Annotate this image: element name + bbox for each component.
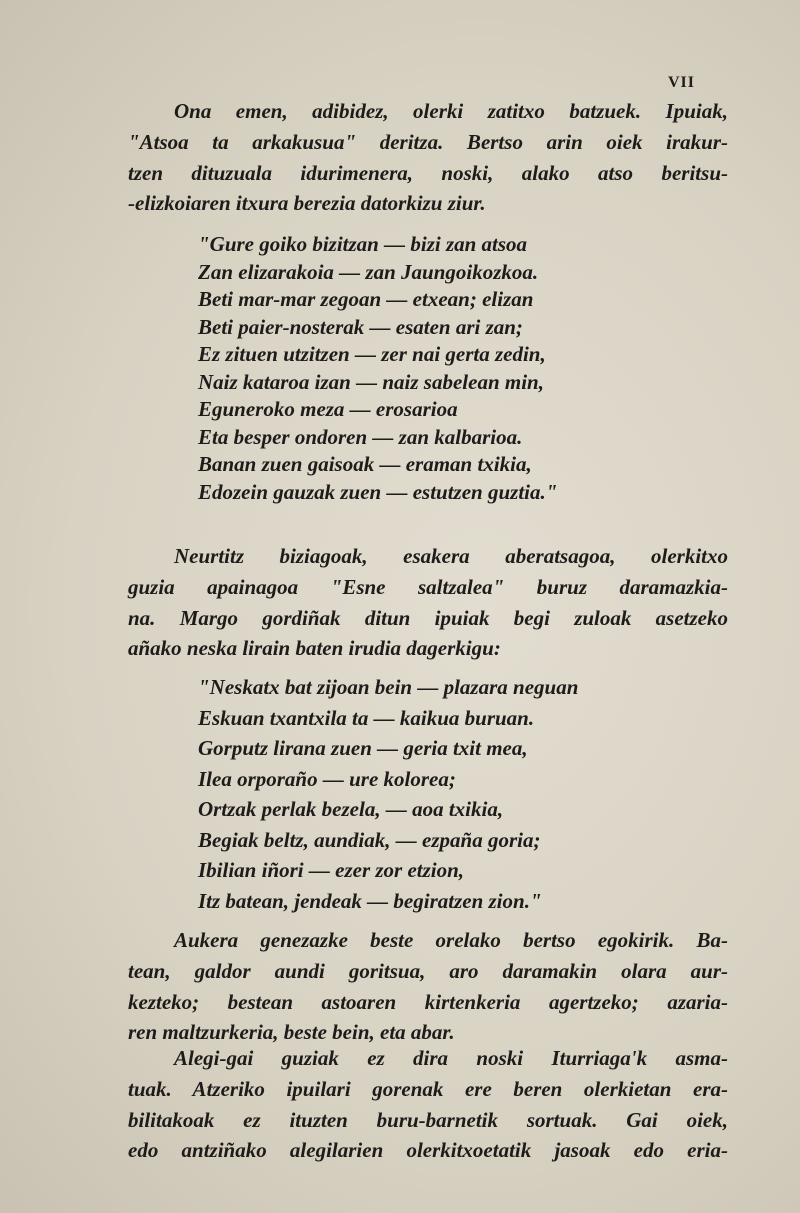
verse-line: Zan elizarakoia — zan Jaungoikozkoa.	[198, 259, 539, 284]
verse-1	[198, 231, 557, 506]
text-line: añako neska lirain baten irudia dagerkigu:	[128, 636, 501, 661]
text-line: tzen dituzuala idurimenera, noski, alako atso beritsu-	[128, 160, 728, 185]
verse-line: Ilea orporaño — ure kolorea;	[198, 766, 456, 791]
text-line: tuak. Atzeriko ipuilari gorenak ere beren olerkietan era-	[128, 1076, 728, 1101]
text-line: ren maltzurkeria, beste bein, eta abar.	[128, 1020, 455, 1045]
verse-line: "Gure goiko bizitzan — bizi zan atsoa	[198, 232, 528, 256]
text-line: bilitakoak ez ituzten buru-barnetik sortuak. Gai oiek,	[128, 1107, 728, 1132]
paragraph-2	[128, 541, 728, 664]
page-number: VII	[668, 74, 696, 91]
verse-line: Edozein gauzak zuen — estutzen guztia."	[198, 479, 558, 504]
verse-line: Begiak beltz, aundiak, — ezpaña goria;	[198, 827, 541, 852]
paragraph-3	[128, 925, 728, 1048]
text-line: kezteko; bestean astoaren kirtenkeria agertzeko; azaria-	[128, 989, 728, 1014]
verse-line: Eta besper ondoren — zan kalbarioa.	[198, 424, 523, 449]
text-line: tean, galdor aundi goritsua, aro daramakin olara aur-	[128, 958, 728, 983]
text-line: Neurtitz biziagoak, esakera aberatsagoa, olerkitxo	[174, 544, 728, 568]
verse-line: Beti paier-nosterak — esaten ari zan;	[198, 314, 523, 339]
text-line: -elizkoiaren itxura berezia datorkizu ziur.	[128, 191, 486, 216]
verse-line: Ortzak perlak bezela, — aoa txikia,	[198, 797, 504, 821]
verse-line: Beti mar-mar zegoan — etxean; elizan	[198, 287, 534, 311]
text-line: Ona emen, adibidez, olerki zatitxo batzuek. Ipuiak,	[174, 99, 728, 123]
text-line: na. Margo gordiñak ditun ipuiak begi zuloak asetzeko	[128, 605, 728, 630]
verse-line: Eguneroko meza — erosarioa	[198, 397, 458, 421]
verse-2	[198, 672, 578, 916]
verse-line: Gorputz lirana zuen — geria txit mea,	[198, 736, 528, 760]
text-line: edo antziñako alegilarien olerkitxoetatik jasoak edo eria-	[128, 1138, 728, 1163]
verse-line: Eskuan txantxila ta — kaikua buruan.	[198, 705, 535, 730]
verse-line: Ez zituen utzitzen — zer nai gerta zedin,	[198, 342, 546, 366]
text-line: guzia apainagoa "Esne saltzalea" buruz daramazkia-	[128, 574, 728, 599]
text-line: Aukera genezazke beste orelako bertso egokirik. Ba-	[174, 928, 728, 952]
verse-line: Itz batean, jendeak — begiratzen zion."	[198, 888, 542, 913]
verse-line: "Neskatx bat zijoan bein — plazara neguan	[198, 675, 579, 699]
text-line: Alegi-gai guziak ez dira noski Iturriaga'k asma-	[174, 1046, 728, 1070]
verse-line: Naiz kataroa izan — naiz sabelean min,	[198, 369, 544, 394]
text-line: "Atsoa ta arkakusua" deritza. Bertso arin oiek irakur-	[128, 129, 728, 154]
verse-line: Banan zuen gaisoak — eraman txikia,	[198, 452, 532, 476]
verse-line: Ibilian iñori — ezer zor etzion,	[198, 858, 465, 882]
paragraph-4	[128, 1043, 728, 1166]
paragraph-1	[128, 96, 728, 219]
